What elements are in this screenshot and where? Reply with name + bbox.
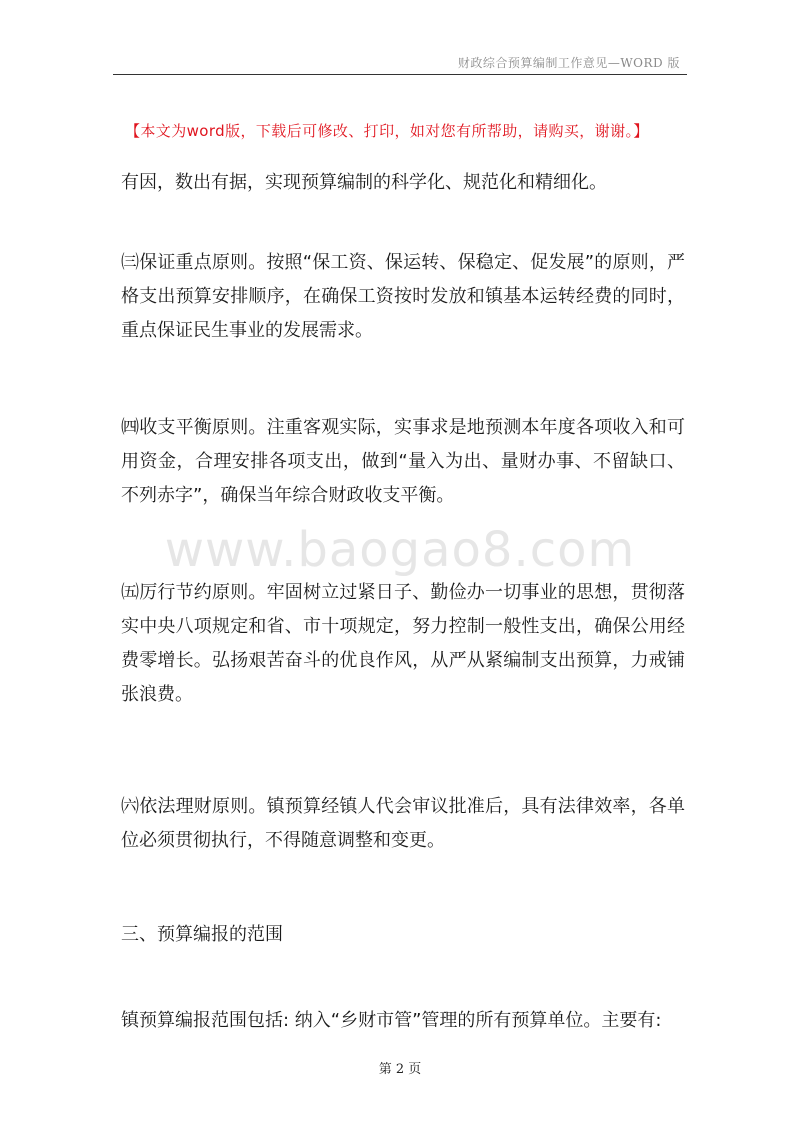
paragraph-continuation: 有因，数出有据，实现预算编制的科学化、规范化和精细化。 <box>121 172 607 193</box>
paragraph-legal-principle: ㈥依法理财原则。镇预算经镇人代会审议批准后，具有法律效率，各单位必须贯彻执行，不得随意调整和变更。 <box>121 796 685 851</box>
paragraph-scope: 镇预算编报范围包括: 纳入“乡财市管”管理的所有预算单位。主要有: <box>121 1010 662 1031</box>
header-rule <box>113 74 687 75</box>
paragraph-priority-principle: ㈢保证重点原则。按照“保工资、保运转、保稳定、促发展”的原则，严格支出预算安排顺序，在确保工资按时发放和镇基本运转经费的同时，重点保证民生事业的发展需求。 <box>121 252 685 341</box>
watermark: www.baogao8.com <box>164 522 636 578</box>
running-header: 财政综合预算编制工作意见—WORD 版 <box>457 56 680 70</box>
purchase-notice: 【本文为word版，下载后可修改、打印，如对您有所帮助，请购买，谢谢。】 <box>125 122 649 140</box>
page-number: 第 2 页 <box>378 1062 422 1077</box>
paragraph-thrift-principle: ㈤厉行节约原则。牢固树立过紧日子、勤俭办一切事业的思想，贯彻落实中央八项规定和省、市十项规定，努力控制一般性支出，确保公用经费零增长。弘扬艰苦奋斗的优良作风，从严从紧编制支出预算，力戒铺张浪费。 <box>121 582 685 705</box>
section-heading-scope: 三、预算编报的范围 <box>121 924 283 945</box>
paragraph-balance-principle: ㈣收支平衡原则。注重客观实际，实事求是地预测本年度各项收入和可用资金，合理安排各项支出，做到“量入为出、量财办事、不留缺口、不列赤字”，确保当年综合财政收支平衡。 <box>121 417 685 506</box>
